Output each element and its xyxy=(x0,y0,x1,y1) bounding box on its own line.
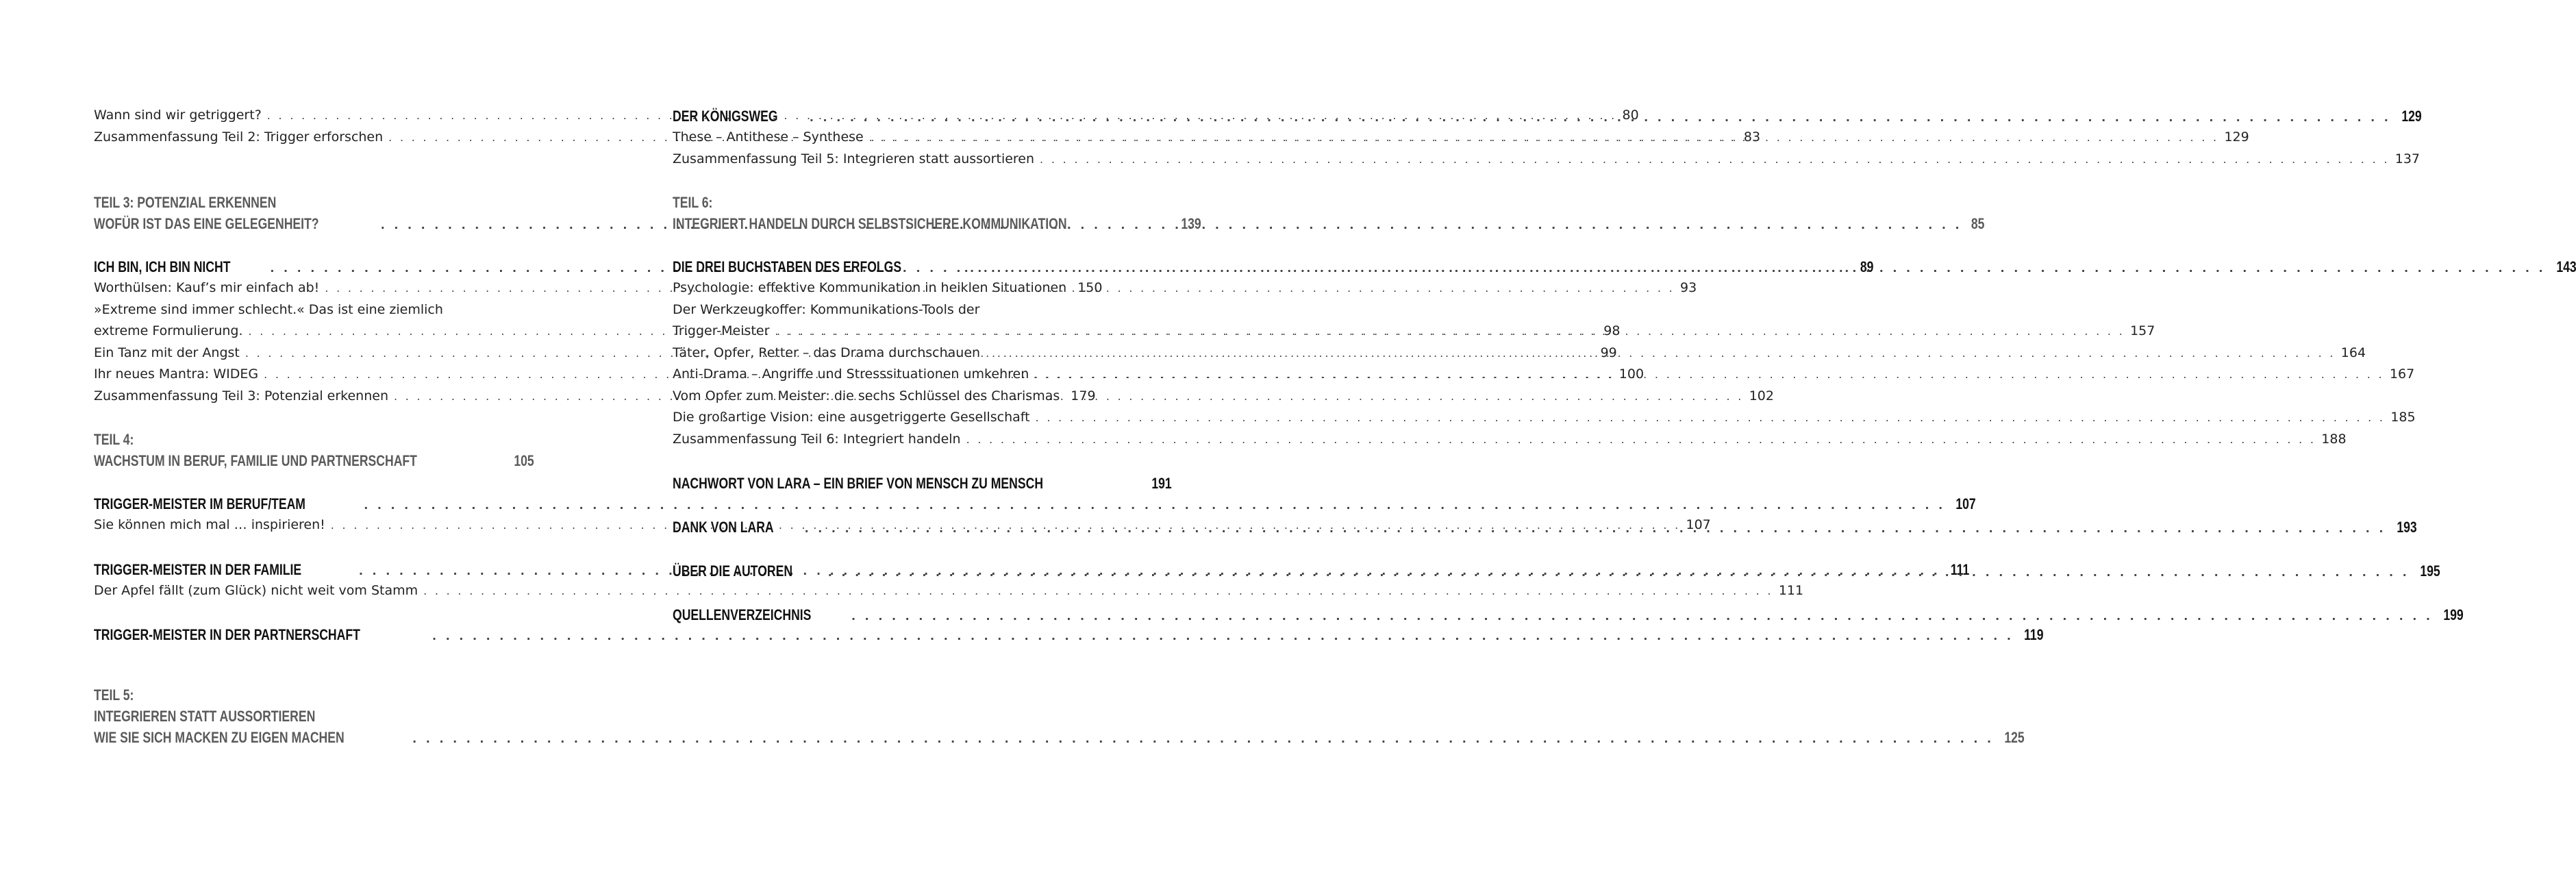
chapter-heading xyxy=(94,495,1976,517)
toc-entry-title: These – Antithese – Synthese xyxy=(673,129,864,145)
toc-entry-page: 107 xyxy=(1686,517,1711,532)
chapter-title: DER KÖNIGSWEG xyxy=(673,108,778,125)
part-title xyxy=(94,452,534,473)
part-heading-label: INTEGRIEREN STATT AUSSORTIEREN xyxy=(94,708,316,725)
toc-entry-page: 167 xyxy=(2389,366,2415,382)
chapter-page: 119 xyxy=(2024,626,2044,643)
toc-entry-title: Täter, Opfer, Retter – das Drama durchschauen xyxy=(673,345,981,360)
chapter-page: 143 xyxy=(2555,258,2576,275)
dot-leader xyxy=(423,584,1773,597)
toc-entry-page: 100 xyxy=(1618,366,1645,382)
part-title-text: INTEGRIERT HANDELN DURCH SELBSTSICHERE KOMMUNIKATION xyxy=(673,215,1067,232)
part-title-text: WACHSTUM IN BERUF, FAMILIE UND PARTNERSCHAFT xyxy=(94,452,417,469)
dot-leader xyxy=(964,262,2546,275)
toc-entry-title: Worthülsen: Kauf’s mir einfach ab! xyxy=(94,280,320,295)
chapter-page: 193 xyxy=(2396,519,2417,536)
part-heading xyxy=(94,194,510,215)
dot-leader xyxy=(810,111,2391,124)
toc-entry-title: Zusammenfassung Teil 5: Integrieren statt aussortieren xyxy=(673,151,1035,166)
part-title-text: WOFÜR IST DAS EINE GELEGENHEIT? xyxy=(94,215,319,232)
dot-leader xyxy=(828,566,2410,579)
toc-entry-title: extreme Formulierung. xyxy=(94,323,243,338)
chapter-title: TRIGGER-MEISTER IN DER FAMILIE xyxy=(94,560,302,578)
toc-entry-title: Wann sind wir getriggert? xyxy=(94,108,262,123)
toc-entry-page: 150 xyxy=(1077,280,1103,295)
toc-entry-page: 137 xyxy=(2394,151,2421,166)
toc-entry-title: Der Apfel fällt (zum Glück) nicht weit vom Stamm xyxy=(94,582,418,598)
dot-leader xyxy=(869,131,2219,144)
toc-entry xyxy=(673,151,2421,173)
chapter-page: 129 xyxy=(2401,108,2422,125)
toc-entry xyxy=(673,280,1103,302)
toc-entry xyxy=(94,582,1804,605)
part-heading-label: TEIL 6: xyxy=(673,194,713,211)
dot-leader xyxy=(966,433,2316,446)
chapter-title: DIE DREI BUCHSTABEN DES ERFOLGS xyxy=(673,258,902,275)
toc-entry-page: 129 xyxy=(2224,129,2249,145)
toc-entry-page: 188 xyxy=(2321,431,2347,447)
chapter-heading xyxy=(94,626,2044,648)
dot-leader xyxy=(1036,411,2386,424)
chapter-page: 199 xyxy=(2443,606,2464,623)
toc-entry-title: Vom Opfer zum Meister: die sechs Schlüssel des Charismas xyxy=(673,388,1060,403)
toc-entry-page: 102 xyxy=(1749,388,1774,403)
chapter-heading xyxy=(673,606,2464,628)
toc-entry-title: Zusammenfassung Teil 2: Trigger erforschen xyxy=(94,129,384,145)
chapter-page: 107 xyxy=(1955,495,1976,512)
dot-leader xyxy=(1034,368,2384,381)
chapter-page: 195 xyxy=(2420,562,2440,580)
toc-entry-title: Die großartige Vision: eine ausgetriggerte Gesellschaft xyxy=(673,410,1030,425)
part-title xyxy=(94,729,2025,750)
chapter-title: ÜBER DIE AUTOREN xyxy=(673,562,793,580)
toc-entry-title: Ihr neues Mantra: WIDEG xyxy=(94,366,259,382)
toc-entry-page: 111 xyxy=(1778,582,1804,598)
toc-entry-page: 179 xyxy=(1071,388,1096,403)
chapter-heading xyxy=(673,475,1173,497)
toc-entry-page: 83 xyxy=(1743,129,1761,145)
dot-leader xyxy=(364,499,1945,512)
chapter-title: QUELLENVERZEICHNIS xyxy=(673,606,812,623)
chapter-title: TRIGGER-MEISTER IM BERUF/TEAM xyxy=(94,495,305,512)
chapter-title: ICH BIN, ICH BIN NICHT xyxy=(94,258,231,275)
toc-entry-title: Der Werkzeugkoffer: Kommunikations-Tools der xyxy=(673,301,980,317)
toc-entry-page: 93 xyxy=(1680,280,1697,295)
chapter-page: 89 xyxy=(1860,258,1874,275)
chapter-title: NACHWORT VON LARA – EIN BRIEF VON MENSCH ZU MENSCH xyxy=(673,475,1044,492)
dot-leader xyxy=(1040,153,2390,166)
part-heading-label: TEIL 4: xyxy=(94,431,134,448)
toc-entry-title: Psychologie: effektive Kommunikation in heiklen Situationen xyxy=(673,280,1067,295)
toc-entry-title: Zusammenfassung Teil 3: Potenzial erkennen xyxy=(94,388,388,403)
dot-leader xyxy=(412,732,1994,745)
toc-entry-title: »Extreme sind immer schlecht.« Das ist eine ziemlich xyxy=(94,301,443,317)
dot-leader xyxy=(986,347,2336,360)
part-title-page: 85 xyxy=(1971,215,1985,232)
toc-entry-title: Anti-Drama – Angriffe und Stresssituationen umkehren xyxy=(673,366,1029,382)
chapter-title: DANK VON LARA xyxy=(673,519,774,536)
dot-leader xyxy=(805,522,2386,535)
chapter-page: 191 xyxy=(1151,475,1173,492)
part-title-page: 105 xyxy=(514,452,534,469)
toc-entry-page: 99 xyxy=(1600,345,1617,360)
chapter-title: TRIGGER-MEISTER IN DER PARTNERSCHAFT xyxy=(94,626,360,643)
part-title-page: 125 xyxy=(2004,729,2025,746)
part-heading xyxy=(94,686,510,708)
toc-entry-page: 80 xyxy=(1622,108,1639,123)
part-heading-label: TEIL 3: POTENZIAL ERKENNEN xyxy=(94,194,277,211)
toc-entry xyxy=(673,410,2416,432)
toc-entry-line xyxy=(94,302,510,324)
toc-entry-title: Sie können mich mal … inspirieren! xyxy=(94,517,325,532)
part-title-text: WIE SIE SICH MACKEN ZU EIGEN MACHEN xyxy=(94,729,345,746)
part-title-page: 139 xyxy=(1181,215,1202,232)
toc-entry xyxy=(673,388,1096,410)
dot-leader xyxy=(851,610,2433,623)
toc-entry-page: 98 xyxy=(1603,323,1621,338)
part-heading-label: TEIL 5: xyxy=(94,686,134,704)
dot-leader xyxy=(432,630,2014,643)
dot-leader xyxy=(381,219,1962,232)
toc-entry-page: 185 xyxy=(2390,410,2416,425)
toc-entry-title: Ein Tanz mit der Angst xyxy=(94,345,240,360)
part-heading xyxy=(94,708,510,729)
toc-entry-title: Zusammenfassung Teil 6: Integriert handeln xyxy=(673,431,961,447)
toc-entry-page: 157 xyxy=(2130,323,2155,338)
part-heading xyxy=(673,194,1089,215)
toc-entry xyxy=(673,431,2347,453)
dot-leader xyxy=(775,325,2125,338)
toc-entry-page: 164 xyxy=(2340,345,2366,360)
toc-entry-title: Trigger-Meister xyxy=(673,323,770,338)
part-title xyxy=(673,215,1202,236)
chapter-page: 111 xyxy=(1950,560,1970,578)
toc-entry-line xyxy=(673,302,1089,324)
part-heading xyxy=(94,431,510,452)
